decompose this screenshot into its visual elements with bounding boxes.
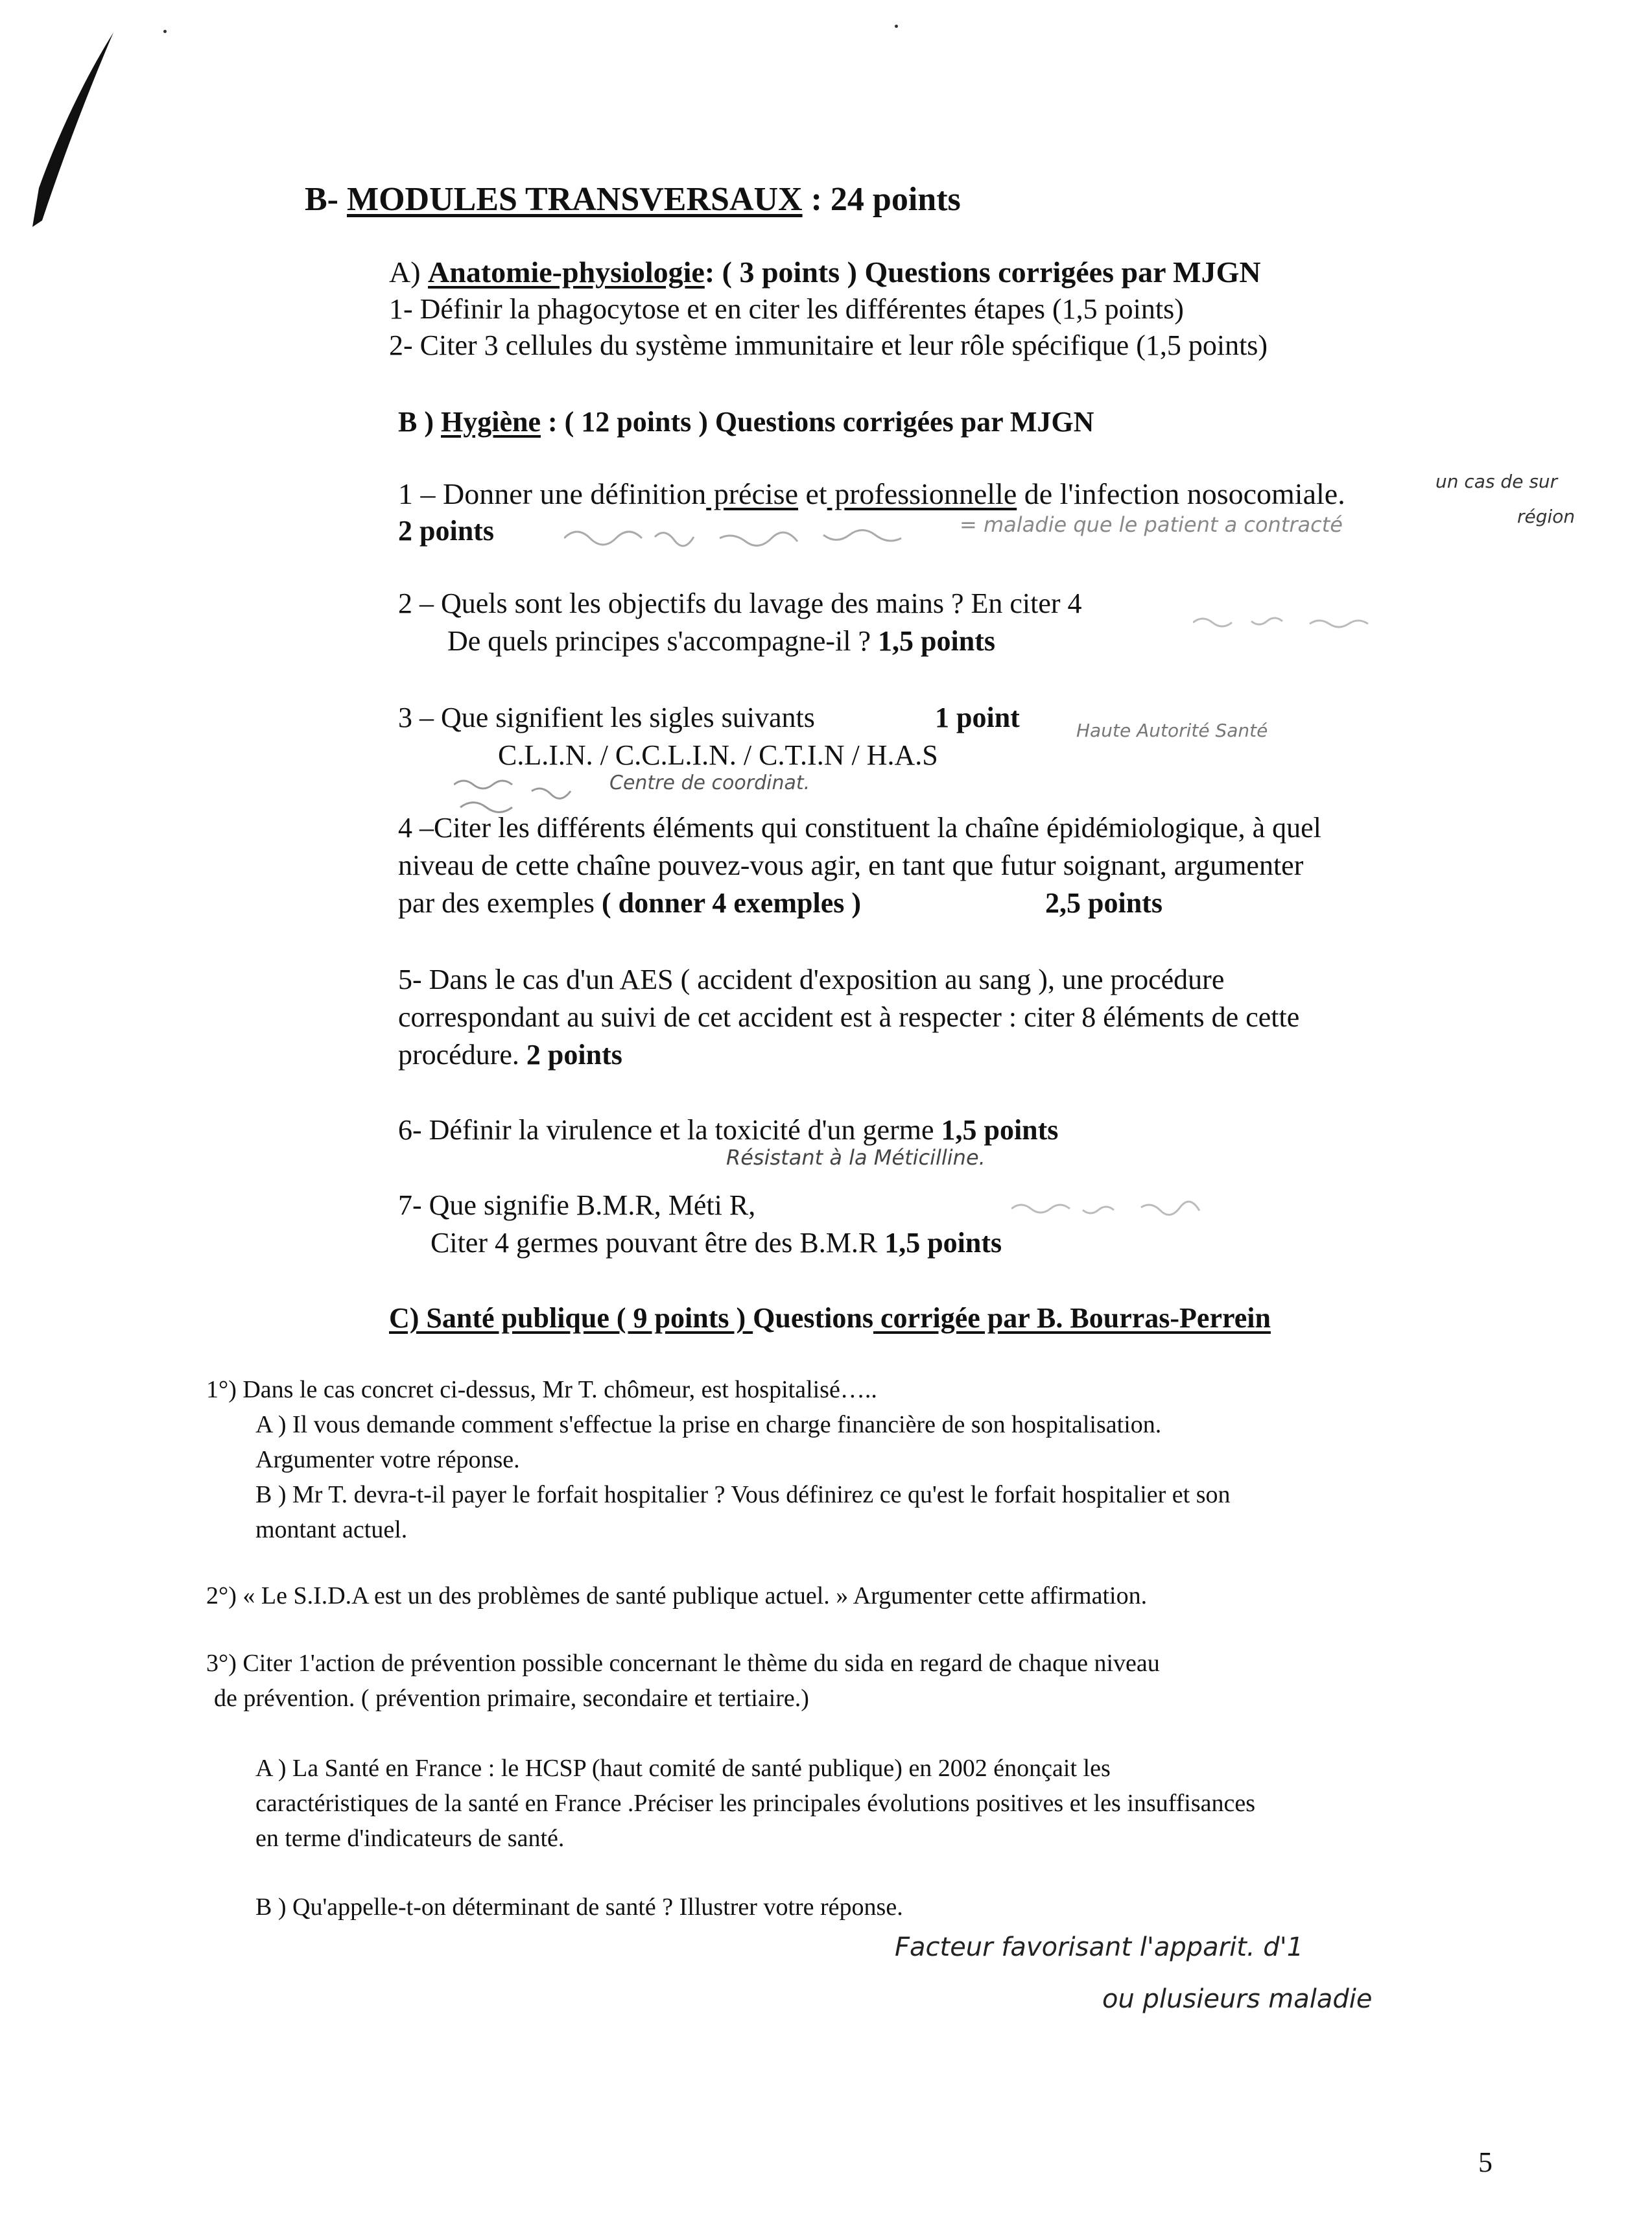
pen-stroke-mark bbox=[16, 26, 120, 233]
handwritten-note: ou plusieurs maladie bbox=[1102, 1984, 1373, 2014]
hygiene-question-7-line-1: 7- Que signifie B.M.R, Méti R, bbox=[398, 1189, 756, 1221]
public-health-question-3-a-line-3: en terme d'indicateurs de santé. bbox=[255, 1825, 565, 1852]
handwritten-note: Centre de coordinat. bbox=[609, 772, 810, 794]
public-health-question-3-line-1: 3°) Citer 1'action de prévention possible concernant le thème du sida en regard de chaque niveau bbox=[206, 1650, 1160, 1677]
handwritten-note: Haute Autorité Santé bbox=[1076, 720, 1268, 741]
hygiene-question-4-points: 2,5 points bbox=[1045, 887, 1162, 919]
scan-dot bbox=[895, 25, 898, 28]
section-b-heading: B ) Hygiène : ( 12 points ) Questions corrigées par MJGN bbox=[398, 406, 1094, 438]
public-health-question-1: 1°) Dans le cas concret ci-dessus, Mr T. chômeur, est hospitalisé….. bbox=[206, 1376, 877, 1403]
section-a-heading: A) Anatomie-physiologie: ( 3 points ) Questions corrigées par MJGN bbox=[389, 255, 1261, 289]
hygiene-question-3-points: 1 point bbox=[935, 702, 1020, 733]
hygiene-question-1: 1 – Donner une définition précise et professionnelle de l'infection nosocomiale. bbox=[398, 477, 1345, 510]
section-a-question-1: 1- Définir la phagocytose et en citer les différentes étapes (1,5 points) bbox=[389, 293, 1184, 325]
handwritten-note: un cas de sur bbox=[1435, 471, 1558, 492]
page-number: 5 bbox=[1478, 2146, 1493, 2178]
public-health-question-3-line-2: de prévention. ( prévention primaire, secondaire et tertiaire.) bbox=[214, 1685, 809, 1712]
section-c-heading: C) Santé publique ( 9 points ) Questions corrigée par B. Bourras-Perrein bbox=[389, 1302, 1271, 1334]
hygiene-question-7-line-2: Citer 4 germes pouvant être des B.M.R 1,5 points bbox=[431, 1227, 1002, 1259]
public-health-question-3-b: B ) Qu'appelle-t-on déterminant de santé ? Illustrer votre réponse. bbox=[255, 1893, 903, 1921]
illegible-scribble bbox=[564, 519, 953, 558]
handwritten-note: Résistant à la Méticilline. bbox=[726, 1145, 985, 1170]
illegible-scribble bbox=[1193, 610, 1400, 635]
illegible-scribble bbox=[1011, 1196, 1219, 1222]
hygiene-question-4-line-1: 4 –Citer les différents éléments qui constituent la chaîne épidémiologique, à quel bbox=[398, 812, 1321, 844]
hygiene-question-1-points: 2 points bbox=[398, 515, 494, 547]
public-health-question-1-b-line-2: montant actuel. bbox=[255, 1516, 408, 1543]
public-health-question-1-a-line-1: A ) Il vous demande comment s'effectue la prise en charge financière de son hospitalisation. bbox=[255, 1411, 1162, 1438]
scan-dot bbox=[163, 30, 167, 33]
hygiene-question-3-acronyms: C.L.I.N. / C.C.L.I.N. / C.T.I.N / H.A.S bbox=[498, 739, 938, 771]
hygiene-question-3-line-1: 3 – Que signifient les sigles suivants bbox=[398, 702, 815, 733]
handwritten-note: Facteur favorisant l'apparit. d'1 bbox=[895, 1932, 1304, 1962]
hygiene-question-2-line-1: 2 – Quels sont les objectifs du lavage des mains ? En citer 4 bbox=[398, 587, 1082, 619]
hygiene-question-5-line-3: procédure. 2 points bbox=[398, 1039, 622, 1071]
public-health-question-1-a-line-2: Argumenter votre réponse. bbox=[255, 1446, 520, 1473]
public-health-question-3-a-line-1: A ) La Santé en France : le HCSP (haut comité de santé publique) en 2002 énonçait les bbox=[255, 1755, 1111, 1782]
public-health-question-3-a-line-2: caractéristiques de la santé en France .Préciser les principales évolutions positives et les insuffisances bbox=[255, 1790, 1256, 1817]
hygiene-question-4-line-3: par des exemples ( donner 4 exemples ) bbox=[398, 887, 862, 919]
public-health-question-2: 2°) « Le S.I.D.A est un des problèmes de santé publique actuel. » Argumenter cette affirmation. bbox=[206, 1582, 1148, 1609]
hygiene-question-6: 6- Définir la virulence et la toxicité d'un germe 1,5 points bbox=[398, 1114, 1059, 1146]
handwritten-note: = maladie que le patient a contracté bbox=[960, 512, 1343, 537]
handwritten-note: région bbox=[1517, 506, 1575, 527]
hygiene-question-2-line-2: De quels principes s'accompagne-il ? 1,5 points bbox=[447, 625, 995, 657]
hygiene-question-4-line-2: niveau de cette chaîne pouvez-vous agir, en tant que futur soignant, argumenter bbox=[398, 849, 1304, 881]
public-health-question-1-b-line-1: B ) Mr T. devra-t-il payer le forfait hospitalier ? Vous définirez ce qu'est le forfait hospitalier et son bbox=[255, 1481, 1231, 1508]
hygiene-question-5-line-1: 5- Dans le cas d'un AES ( accident d'exposition au sang ), une procédure bbox=[398, 964, 1225, 995]
page-title: B- MODULES TRANSVERSAUX : 24 points bbox=[305, 181, 961, 218]
hygiene-question-5-line-2: correspondant au suivi de cet accident est à respecter : citer 8 éléments de cette bbox=[398, 1001, 1300, 1033]
section-a-question-2: 2- Citer 3 cellules du système immunitaire et leur rôle spécifique (1,5 points) bbox=[389, 329, 1268, 361]
illegible-scribble bbox=[454, 772, 596, 817]
